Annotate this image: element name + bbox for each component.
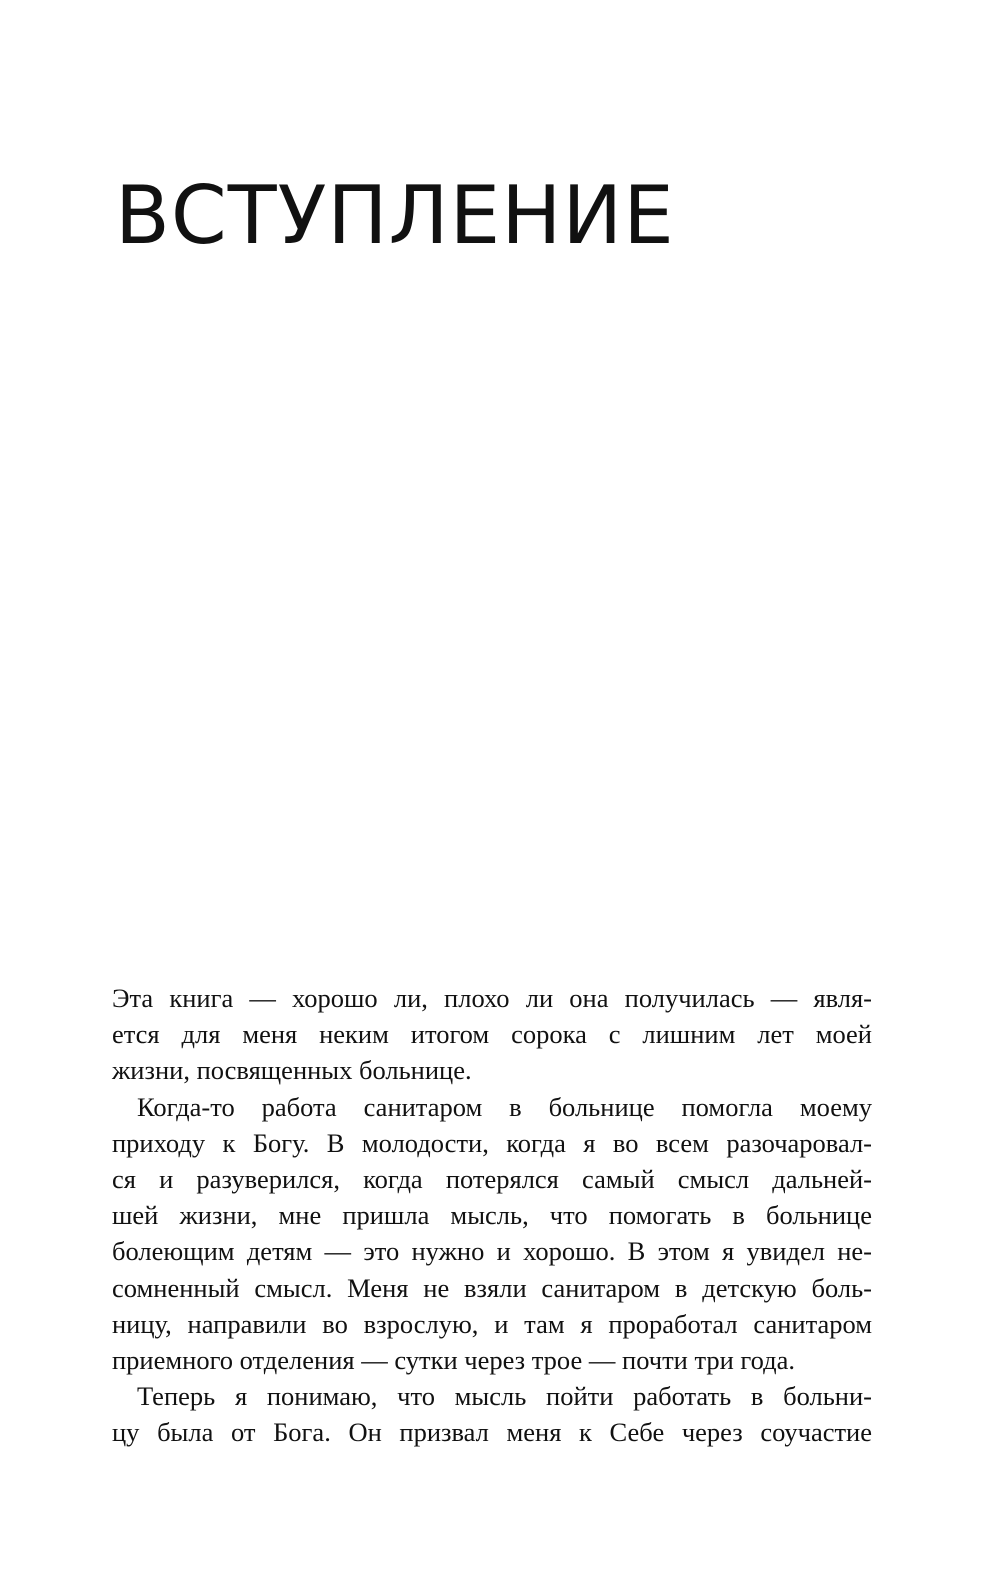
text-line: ся и разуверился, когда потерялся самый смысл дальней- [112, 1163, 872, 1194]
text-line: сомненный смысл. Меня не взяли санитаром в детскую боль- [112, 1272, 872, 1303]
text-line: цу была от Бога. Он призвал меня к Себе через соучастие [112, 1417, 872, 1448]
text-line: жизни, посвященных больнице. [112, 1055, 472, 1086]
text-line: шей жизни, мне пришла мысль, что помогать в больнице [112, 1200, 872, 1231]
text-line: ется для меня неким итогом сорока с лишним лет моей [112, 1019, 872, 1050]
text-line: Когда-то работа санитаром в больнице помогла моему [137, 1091, 872, 1122]
text-line: болеющим детям — это нужно и хорошо. В этом я увидел не- [112, 1236, 872, 1267]
text-line: приемного отделения — сутки через трое — почти три года. [112, 1344, 795, 1375]
text-line: ницу, направили во взрослую, и там я проработал санитаром [112, 1308, 872, 1339]
text-line: Эта книга — хорошо ли, плохо ли она получилась — явля- [112, 983, 872, 1013]
text-line: Теперь я понимаю, что мысль пойти работать в больни- [137, 1381, 872, 1412]
body-text [112, 980, 872, 1450]
chapter-title: ВСТУПЛЕНИЕ [115, 169, 675, 262]
text-line: приходу к Богу. В молодости, когда я во всем разочаровал- [112, 1127, 872, 1158]
